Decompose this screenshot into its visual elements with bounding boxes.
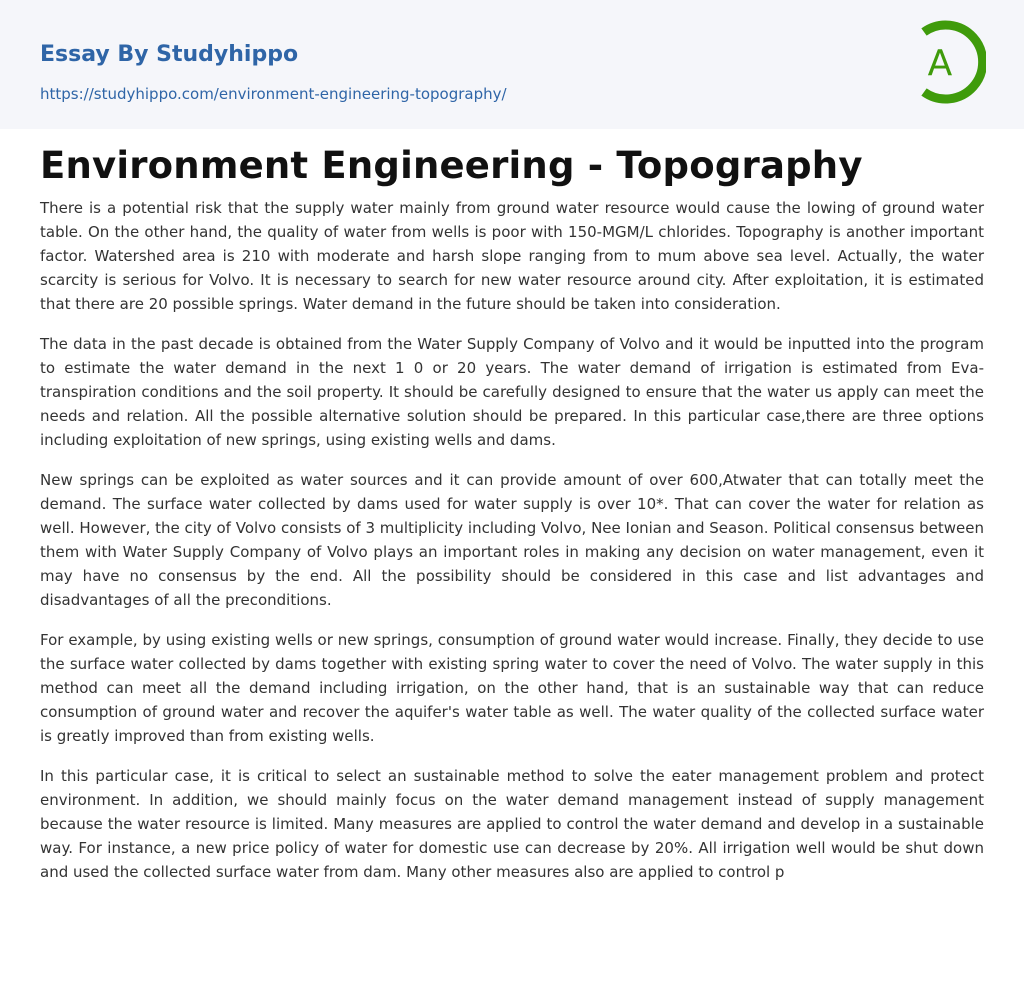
page-title: Environment Engineering - Topography: [40, 144, 863, 187]
essay-url-link[interactable]: https://studyhippo.com/environment-engineering-topography/: [40, 85, 507, 103]
essay-paragraph: New springs can be exploited as water sources and it can provide amount of over 600,Atwater that can totally meet the demand. The surface water collected by dams used for water supply is over 10*. That can cover the water for relation as well. However, the city of Volvo consists of 3 multiplicity including Volvo, Nee Ionian and Season. Political consensus between them with Water Supply Company of Volvo plays an important roles in making any decision on water management, even it may have no consensus by the end. All the possibility should be considered in this case and list advantages and disadvantages of all the preconditions.: [40, 471, 984, 609]
essay-paragraph: In this particular case, it is critical to select an sustainable method to solve the eater management problem and protect environment. In addition, we should mainly focus on the water demand management instead of supply management because the water resource is limited. Many measures are applied to control the water demand and develop in a sustainable way. For instance, a new price policy of water for domestic use can decrease by 20%. All irrigation well would be shut down and used the collected surface water from dam. Many other measures also are applied to control p: [40, 767, 984, 881]
essay-paragraph: For example, by using existing wells or new springs, consumption of ground water would increase. Finally, they decide to use the surface water collected by dams together with existing spring water to cover the need of Volvo. The water supply in this method can meet all the demand including irrigation, on the other hand, that is an sustainable way that can reduce consumption of ground water and recover the aquifer's water table as well. The water quality of the collected surface water is greatly improved than from existing wells.: [40, 631, 984, 745]
essay-paragraph: There is a potential risk that the supply water mainly from ground water resource would cause the lowing of ground water table. On the other hand, the quality of water from wells is poor with 150-MGM/L chlorides. Topography is another important factor. Watershed area is 210 with moderate and harsh slope ranging from to mum above sea level. Actually, the water scarcity is serious for Volvo. It is necessary to search for new water resource around city. After exploitation, it is estimated that there are 20 possible springs. Water demand in the future should be taken into consideration.: [40, 199, 984, 313]
svg-text:A: A: [927, 43, 953, 84]
site-header: [0, 0, 1024, 129]
studyhippo-logo-icon: [912, 19, 986, 105]
essay-paragraph: The data in the past decade is obtained from the Water Supply Company of Volvo and it would be inputted into the program to estimate the water demand in the next 1 0 or 20 years. The water demand of irrigation is estimated from Eva- transpiration conditions and the soil property. It should be carefully designed to ensure that the water us apply can meet the needs and relation. All the possible alternative solution should be prepared. In this particular case,there are three options including exploitation of new springs, using existing wells and dams.: [40, 335, 984, 449]
brand-name: Essay By Studyhippo: [40, 42, 299, 67]
essay-body: [40, 196, 984, 900]
